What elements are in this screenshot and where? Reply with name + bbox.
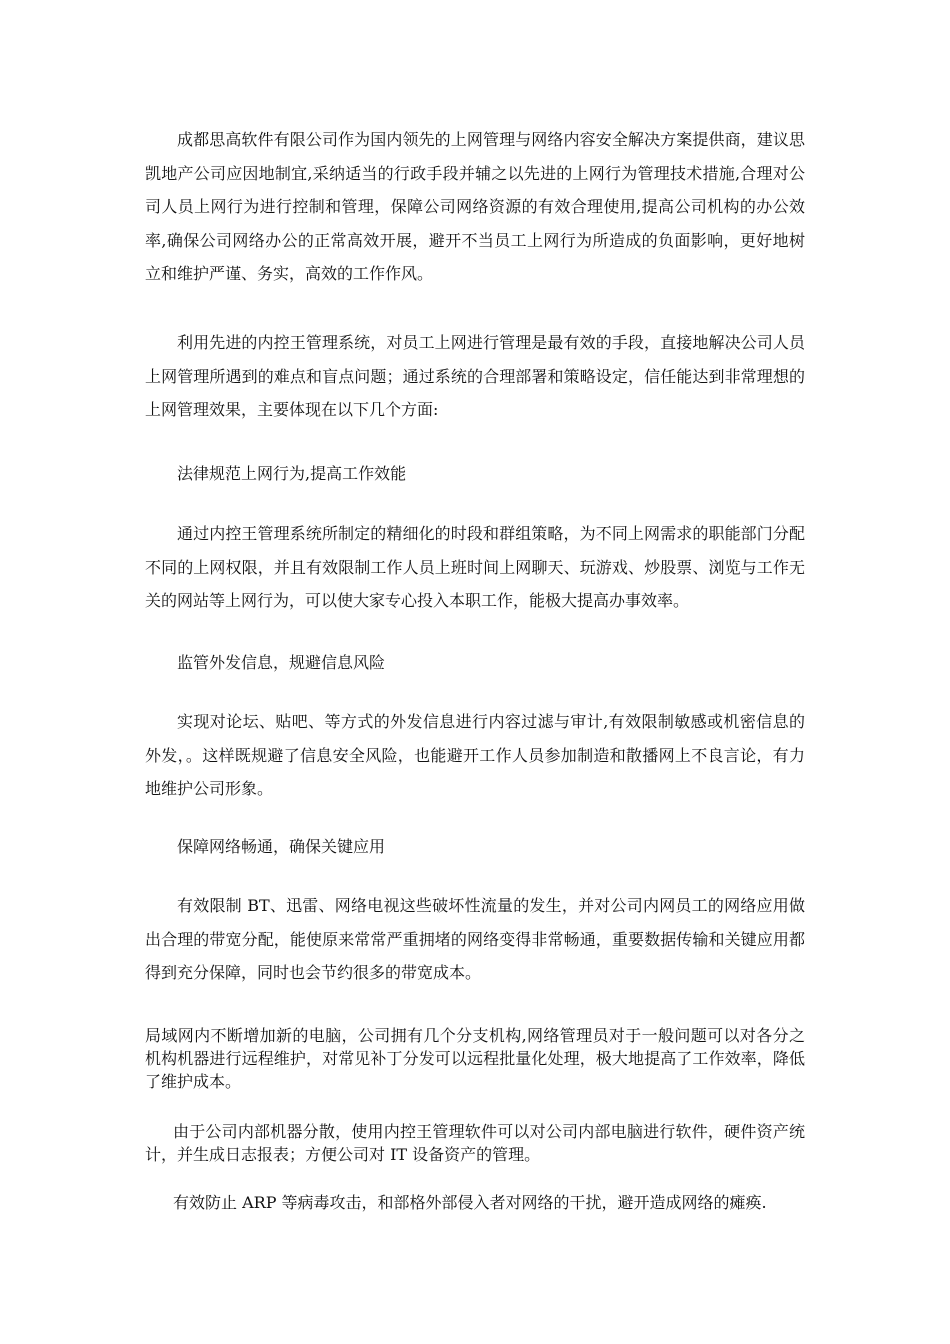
paragraph-monitor-outgoing: 实现对论坛、贴吧、等方式的外发信息进行内容过滤与审计,有效限制敏感或机密信息的外发，。这样既规避了信息安全风险，也能避开工作人员参加制造和散播网上不良言论，有力地维护公司形象。 — [145, 712, 805, 798]
heading-monitor-outgoing: 监管外发信息，规避信息风险 — [177, 653, 386, 672]
paragraph-system-overview: 利用先进的内控王管理系统，对员工上网进行管理是最有效的手段，直接地解决公司人员上网管理所遇到的难点和盲点问题；通过系统的合理部署和策略设定，信任能达到非常理想的上网管理效果，主要体现在以下几个方面: — [145, 333, 805, 419]
paragraph-intro: 成都思高软件有限公司作为国内领先的上网管理与网络内容安全解决方案提供商，建议思凯地产公司应因地制宜,采纳适当的行政手段并辅之以先进的上网行为管理技术措施,合理对公司人员上网行为进行控制和管理，保障公司网络资源的有效合理使用,提高公司机构的办公效率,确保公司网络办公的正常高效开展，避开不当员工上网行为所造成的负面影响，更好地树立和维护严谨、务实，高效的工作作风。 — [145, 130, 805, 283]
paragraph-asset-statistics: 由于公司内部机器分散，使用内控王管理软件可以对公司内部电脑进行软件，硬件资产统计，并生成日志报表；方便公司对 IT 设备资产的管理。 — [145, 1122, 805, 1164]
paragraph-remote-maintenance: 局域网内不断增加新的电脑，公司拥有几个分支机构,网络管理员对于一般问题可以对各分之机构机器进行远程维护，对常见补丁分发可以远程批量化处理，极大地提高了工作效率，降低了维护成本。 — [145, 1026, 805, 1091]
heading-network-smooth: 保障网络畅通，确保关键应用 — [177, 837, 386, 856]
paragraph-regulate-behavior: 通过内控王管理系统所制定的精细化的时段和群组策略，为不同上网需求的职能部门分配不同的上网权限，并且有效限制工作人员上班时间上网聊天、玩游戏、炒股票、浏览与工作无关的网站等上网行为，可以使大家专心投入本职工作，能极大提高办事效率。 — [145, 524, 805, 610]
paragraph-arp-protection: 有效防止 ARP 等病毒攻击，和部格外部侵入者对网络的干扰，避开造成网络的瘫痪. — [173, 1193, 767, 1212]
heading-regulate-behavior: 法律规范上网行为,提高工作效能 — [177, 464, 407, 483]
paragraph-network-smooth: 有效限制 BT、迅雷、网络电视这些破坏性流量的发生，并对公司内网员工的网络应用做出合理的带宽分配，能使原来常常严重拥堵的网络变得非常畅通，重要数据传输和关键应用都得到充分保障，同时也会节约很多的带宽成本。 — [145, 896, 805, 982]
